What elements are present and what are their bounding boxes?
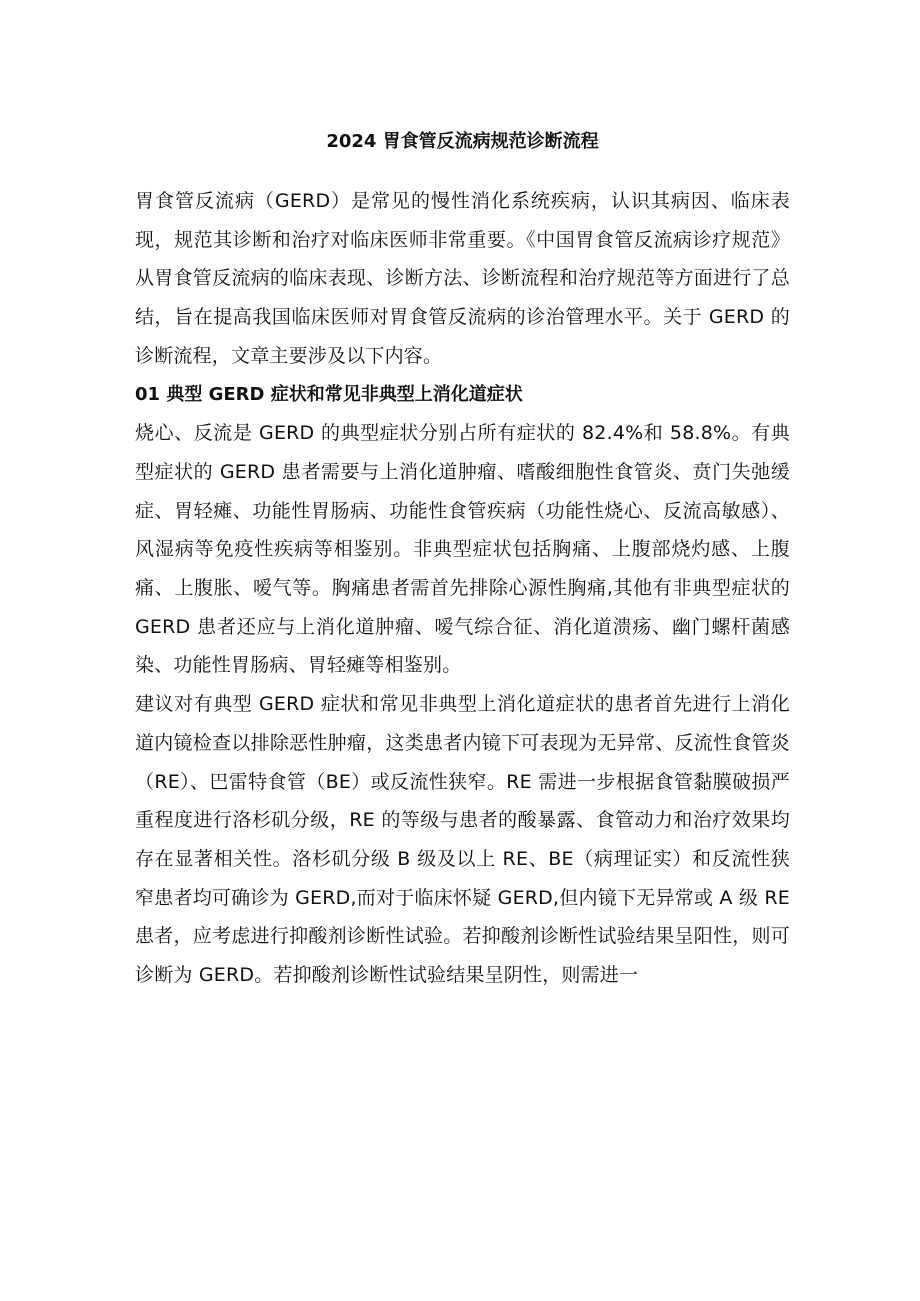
document-title: 2024 胃食管反流病规范诊断流程: [326, 131, 599, 152]
intro-paragraph: 胃食管反流病（GERD）是常见的慢性消化系统疾病，认识其病因、临床表现，规范其诊断和治疗对临床医师非常重要。《中国胃食管反流病诊疗规范》从胃食管反流病的临床表现、诊断方法、诊断流程和治疗规范等方面进行了总结，旨在提高我国临床医师对胃食管反流病的诊治管理水平。关于 GERD 的诊断流程，文章主要涉及以下内容。: [135, 190, 790, 367]
body-paragraph: 建议对有典型 GERD 症状和常见非典型上消化道症状的患者首先进行上消化道内镜检查以排除恶性肿瘤，这类患者内镜下可表现为无异常、反流性食管炎（RE）、巴雷特食管（BE）或反流性狭窄。RE 需进一步根据食管黏膜破损严重程度进行洛杉矶分级，RE 的等级与患者的酸暴露、食管动力和治疗效果均存在显著相关性。洛杉矶分级 B 级及以上 RE、BE（病理证实）和反流性狭窄患者均可确诊为 GERD,而对于临床怀疑 GERD,但内镜下无异常或 A 级 RE 患者，应考虑进行抑酸剂诊断性试验。若抑酸剂诊断性试验结果呈阳性，则可诊断为 GERD。若抑酸剂诊断性试验结果呈阴性，则需进一: [135, 693, 790, 987]
section-heading: 01 典型 GERD 症状和常见非典型上消化道症状: [135, 383, 523, 405]
body-paragraph: 烧心、反流是 GERD 的典型症状分别占所有症状的 82.4%和 58.8%。有典型症状的 GERD 患者需要与上消化道肿瘤、嗜酸细胞性食管炎、贲门失弛缓症、胃轻瘫、功能性胃肠病、功能性食管疾病（功能性烧心、反流高敏感）、风湿病等免疫性疾病等相鉴别。非典型症状包括胸痛、上腹部烧灼感、上腹痛、上腹胀、嗳气等。胸痛患者需首先排除心源性胸痛,其他有非典型症状的 GERD 患者还应与上消化道肿瘤、嗳气综合征、消化道溃疡、幽门螺杆菌感染、功能性胃肠病、胃轻瘫等相鉴别。: [135, 422, 790, 677]
